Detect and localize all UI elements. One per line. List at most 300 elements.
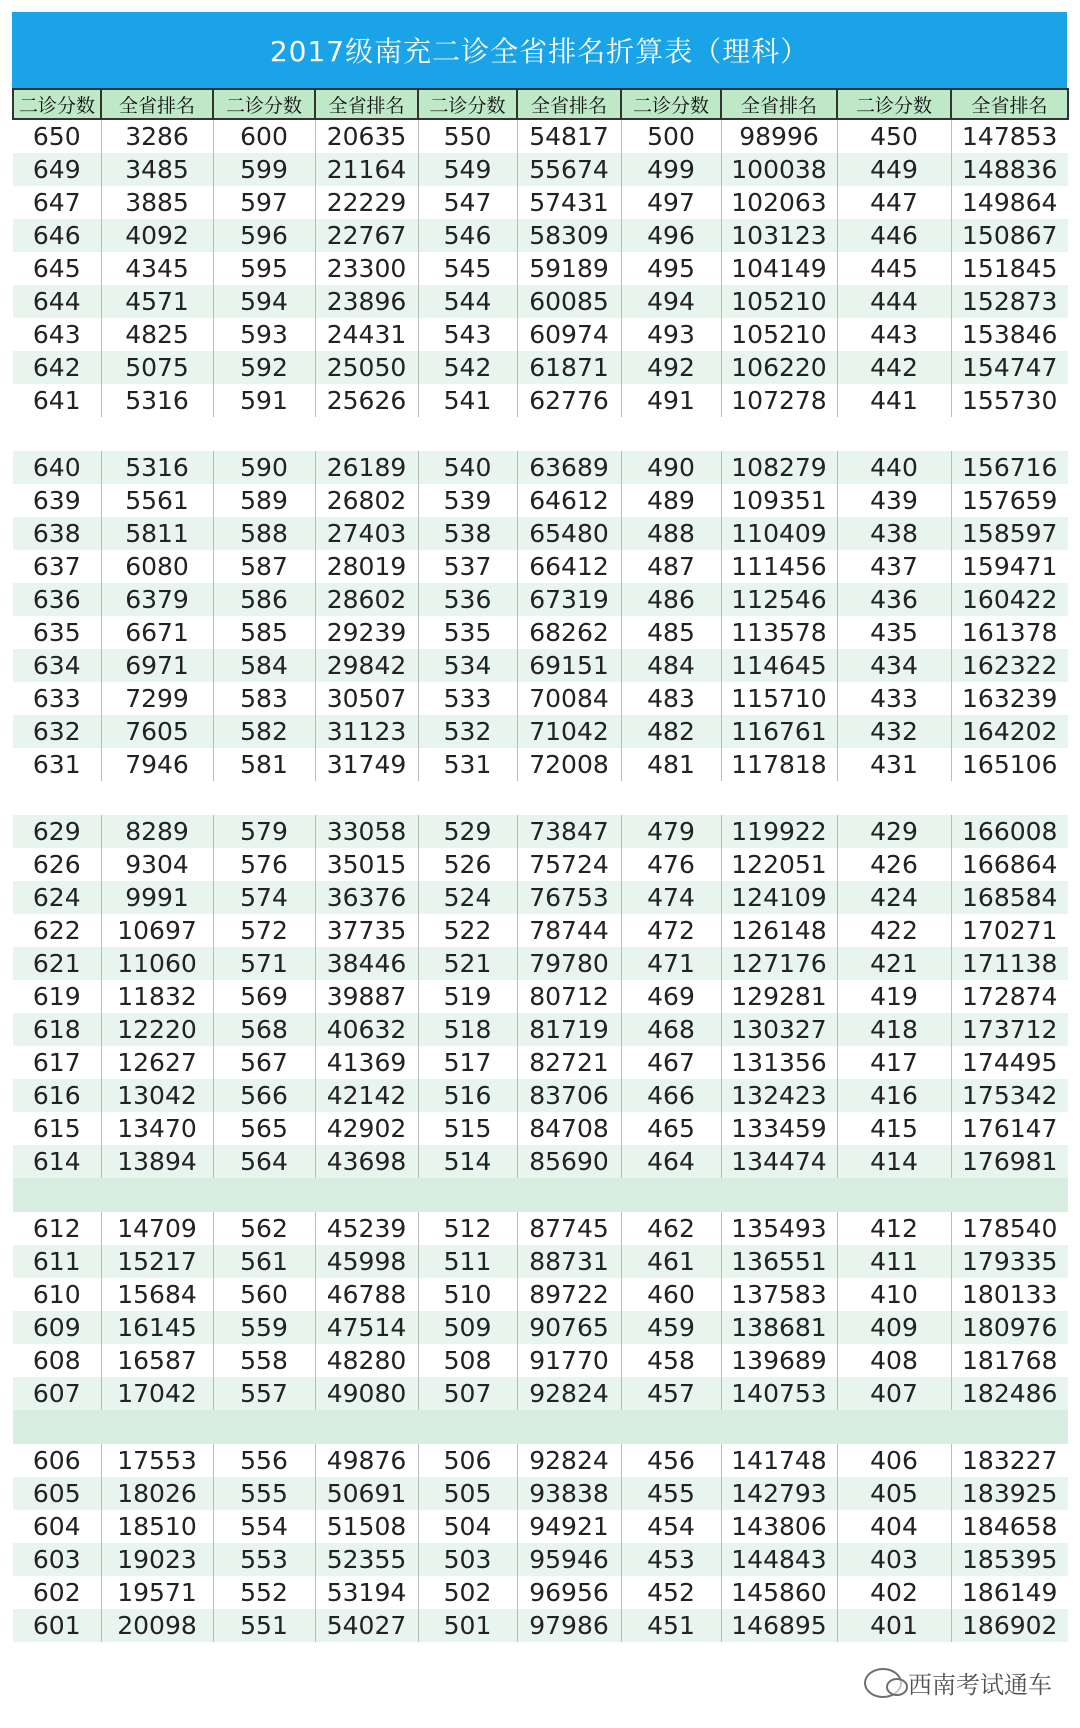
score-cell: 435 [837, 616, 951, 649]
score-cell: 505 [418, 1477, 517, 1510]
score-cell: 582 [213, 715, 315, 748]
score-cell: 639 [13, 484, 101, 517]
table-row [13, 1112, 1068, 1145]
score-cell: 436 [837, 583, 951, 616]
score-cell: 571 [213, 947, 315, 980]
score-cell: 509 [418, 1311, 517, 1344]
rank-cell: 182486 [951, 1377, 1068, 1410]
rank-cell: 47514 [315, 1311, 418, 1344]
rank-cell: 84708 [517, 1112, 621, 1145]
score-cell: 537 [418, 550, 517, 583]
score-cell: 588 [213, 517, 315, 550]
score-cell: 519 [418, 980, 517, 1013]
rank-cell: 20098 [101, 1609, 213, 1642]
rank-cell: 79780 [517, 947, 621, 980]
score-cell: 446 [837, 219, 951, 252]
rank-cell: 133459 [721, 1112, 837, 1145]
score-cell: 456 [621, 1444, 721, 1477]
rank-cell: 176147 [951, 1112, 1068, 1145]
score-cell: 646 [13, 219, 101, 252]
rank-cell: 4092 [101, 219, 213, 252]
rank-cell: 83706 [517, 1079, 621, 1112]
score-cell: 562 [213, 1212, 315, 1245]
rank-cell: 166864 [951, 848, 1068, 881]
rank-cell: 27403 [315, 517, 418, 550]
score-cell: 407 [837, 1377, 951, 1410]
rank-cell: 180976 [951, 1311, 1068, 1344]
spacer-cell [13, 417, 1068, 451]
rank-cell: 16587 [101, 1344, 213, 1377]
rank-cell: 97986 [517, 1609, 621, 1642]
rank-cell: 43698 [315, 1145, 418, 1178]
rank-cell: 109351 [721, 484, 837, 517]
rank-cell: 5316 [101, 451, 213, 484]
rank-cell: 19023 [101, 1543, 213, 1576]
table-row [13, 947, 1068, 980]
rank-cell: 65480 [517, 517, 621, 550]
rank-cell: 53194 [315, 1576, 418, 1609]
score-cell: 605 [13, 1477, 101, 1510]
score-cell: 497 [621, 186, 721, 219]
table-row [13, 351, 1068, 384]
table-row [13, 1477, 1068, 1510]
score-cell: 553 [213, 1543, 315, 1576]
score-cell: 485 [621, 616, 721, 649]
score-cell: 417 [837, 1046, 951, 1079]
rank-cell: 31749 [315, 748, 418, 781]
rank-cell: 85690 [517, 1145, 621, 1178]
rank-cell: 10697 [101, 914, 213, 947]
rank-cell: 39887 [315, 980, 418, 1013]
rank-cell: 122051 [721, 848, 837, 881]
score-cell: 512 [418, 1212, 517, 1245]
rank-cell: 54817 [517, 119, 621, 153]
rank-cell: 18026 [101, 1477, 213, 1510]
rank-cell: 5811 [101, 517, 213, 550]
rank-cell: 12220 [101, 1013, 213, 1046]
score-cell: 561 [213, 1245, 315, 1278]
rank-cell: 24431 [315, 318, 418, 351]
score-cell: 531 [418, 748, 517, 781]
page-title: 2017级南充二诊全省排名折算表（理科） [12, 12, 1067, 88]
score-cell: 589 [213, 484, 315, 517]
rank-cell: 23300 [315, 252, 418, 285]
rank-cell: 41369 [315, 1046, 418, 1079]
score-cell: 622 [13, 914, 101, 947]
rank-cell: 166008 [951, 815, 1068, 848]
rank-cell: 155730 [951, 384, 1068, 417]
score-cell: 468 [621, 1013, 721, 1046]
rank-cell: 105210 [721, 285, 837, 318]
score-cell: 424 [837, 881, 951, 914]
score-cell: 576 [213, 848, 315, 881]
table-row [13, 1212, 1068, 1245]
score-cell: 539 [418, 484, 517, 517]
score-cell: 504 [418, 1510, 517, 1543]
score-cell: 541 [418, 384, 517, 417]
score-cell: 601 [13, 1609, 101, 1642]
rank-cell: 171138 [951, 947, 1068, 980]
rank-cell: 130327 [721, 1013, 837, 1046]
rank-cell: 173712 [951, 1013, 1068, 1046]
score-cell: 412 [837, 1212, 951, 1245]
score-cell: 472 [621, 914, 721, 947]
score-cell: 590 [213, 451, 315, 484]
rank-cell: 164202 [951, 715, 1068, 748]
score-cell: 411 [837, 1245, 951, 1278]
score-cell: 647 [13, 186, 101, 219]
rank-cell: 134474 [721, 1145, 837, 1178]
score-cell: 460 [621, 1278, 721, 1311]
score-cell: 633 [13, 682, 101, 715]
table-row [13, 1344, 1068, 1377]
score-cell: 496 [621, 219, 721, 252]
score-cell: 469 [621, 980, 721, 1013]
table-row [13, 186, 1068, 219]
score-cell: 637 [13, 550, 101, 583]
score-cell: 585 [213, 616, 315, 649]
rank-cell: 108279 [721, 451, 837, 484]
table-row [13, 715, 1068, 748]
rank-cell: 80712 [517, 980, 621, 1013]
rank-cell: 151845 [951, 252, 1068, 285]
rank-cell: 131356 [721, 1046, 837, 1079]
score-cell: 606 [13, 1444, 101, 1477]
rank-cell: 12627 [101, 1046, 213, 1079]
rank-cell: 6971 [101, 649, 213, 682]
rank-cell: 62776 [517, 384, 621, 417]
score-cell: 581 [213, 748, 315, 781]
spacer-cell [13, 1178, 1068, 1212]
rank-cell: 13042 [101, 1079, 213, 1112]
score-cell: 405 [837, 1477, 951, 1510]
spacer-row [13, 781, 1068, 815]
rank-cell: 18510 [101, 1510, 213, 1543]
rank-cell: 186902 [951, 1609, 1068, 1642]
score-cell: 500 [621, 119, 721, 153]
score-cell: 616 [13, 1079, 101, 1112]
rank-cell: 186149 [951, 1576, 1068, 1609]
rank-table [12, 88, 1069, 1642]
score-cell: 418 [837, 1013, 951, 1046]
rank-cell: 7299 [101, 682, 213, 715]
score-cell: 455 [621, 1477, 721, 1510]
score-cell: 524 [418, 881, 517, 914]
score-cell: 572 [213, 914, 315, 947]
score-cell: 410 [837, 1278, 951, 1311]
rank-cell: 5316 [101, 384, 213, 417]
score-cell: 515 [418, 1112, 517, 1145]
column-header: 全省排名 [315, 89, 418, 119]
rank-cell: 17042 [101, 1377, 213, 1410]
rank-cell: 68262 [517, 616, 621, 649]
rank-cell: 21164 [315, 153, 418, 186]
rank-cell: 30507 [315, 682, 418, 715]
score-cell: 629 [13, 815, 101, 848]
score-cell: 462 [621, 1212, 721, 1245]
score-cell: 550 [418, 119, 517, 153]
score-cell: 479 [621, 815, 721, 848]
score-cell: 609 [13, 1311, 101, 1344]
score-cell: 459 [621, 1311, 721, 1344]
rank-cell: 181768 [951, 1344, 1068, 1377]
score-cell: 408 [837, 1344, 951, 1377]
score-cell: 414 [837, 1145, 951, 1178]
rank-cell: 111456 [721, 550, 837, 583]
rank-cell: 163239 [951, 682, 1068, 715]
rank-cell: 45998 [315, 1245, 418, 1278]
score-cell: 522 [418, 914, 517, 947]
rank-cell: 170271 [951, 914, 1068, 947]
score-cell: 612 [13, 1212, 101, 1245]
rank-cell: 149864 [951, 186, 1068, 219]
score-cell: 526 [418, 848, 517, 881]
rank-cell: 142793 [721, 1477, 837, 1510]
score-cell: 434 [837, 649, 951, 682]
score-cell: 503 [418, 1543, 517, 1576]
table-row [13, 1013, 1068, 1046]
column-header: 二诊分数 [418, 89, 517, 119]
score-cell: 514 [418, 1145, 517, 1178]
score-cell: 564 [213, 1145, 315, 1178]
score-cell: 409 [837, 1311, 951, 1344]
score-cell: 565 [213, 1112, 315, 1145]
score-cell: 422 [837, 914, 951, 947]
table-row [13, 252, 1068, 285]
rank-cell: 87745 [517, 1212, 621, 1245]
score-cell: 532 [418, 715, 517, 748]
rank-cell: 52355 [315, 1543, 418, 1576]
score-cell: 416 [837, 1079, 951, 1112]
rank-cell: 106220 [721, 351, 837, 384]
rank-cell: 90765 [517, 1311, 621, 1344]
score-cell: 518 [418, 1013, 517, 1046]
rank-cell: 137583 [721, 1278, 837, 1311]
rank-cell: 42902 [315, 1112, 418, 1145]
rank-cell: 29842 [315, 649, 418, 682]
score-cell: 610 [13, 1278, 101, 1311]
table-row [13, 1609, 1068, 1642]
score-cell: 540 [418, 451, 517, 484]
score-cell: 551 [213, 1609, 315, 1642]
score-cell: 641 [13, 384, 101, 417]
rank-cell: 143806 [721, 1510, 837, 1543]
score-cell: 421 [837, 947, 951, 980]
rank-cell: 26802 [315, 484, 418, 517]
watermark [864, 1665, 1052, 1700]
spacer-cell [13, 781, 1068, 815]
score-cell: 466 [621, 1079, 721, 1112]
watermark-text: 西南考试通车 [908, 1671, 1052, 1699]
score-cell: 602 [13, 1576, 101, 1609]
score-cell: 538 [418, 517, 517, 550]
score-cell: 566 [213, 1079, 315, 1112]
score-cell: 626 [13, 848, 101, 881]
score-cell: 592 [213, 351, 315, 384]
score-cell: 447 [837, 186, 951, 219]
score-cell: 493 [621, 318, 721, 351]
score-cell: 635 [13, 616, 101, 649]
rank-cell: 19571 [101, 1576, 213, 1609]
rank-cell: 9991 [101, 881, 213, 914]
score-cell: 559 [213, 1311, 315, 1344]
score-cell: 508 [418, 1344, 517, 1377]
table-body [13, 119, 1068, 1642]
rank-cell: 57431 [517, 186, 621, 219]
rank-cell: 103123 [721, 219, 837, 252]
rank-cell: 61871 [517, 351, 621, 384]
table-row [13, 748, 1068, 781]
score-cell: 453 [621, 1543, 721, 1576]
score-cell: 560 [213, 1278, 315, 1311]
rank-cell: 78744 [517, 914, 621, 947]
header-row [13, 89, 1068, 119]
rank-cell: 13894 [101, 1145, 213, 1178]
score-cell: 618 [13, 1013, 101, 1046]
score-cell: 465 [621, 1112, 721, 1145]
rank-cell: 116761 [721, 715, 837, 748]
rank-cell: 105210 [721, 318, 837, 351]
column-header: 全省排名 [101, 89, 213, 119]
table-row [13, 451, 1068, 484]
score-cell: 454 [621, 1510, 721, 1543]
score-cell: 471 [621, 947, 721, 980]
score-cell: 552 [213, 1576, 315, 1609]
score-cell: 643 [13, 318, 101, 351]
rank-cell: 75724 [517, 848, 621, 881]
score-cell: 481 [621, 748, 721, 781]
table-row [13, 583, 1068, 616]
rank-cell: 49876 [315, 1444, 418, 1477]
rank-cell: 15217 [101, 1245, 213, 1278]
column-header: 二诊分数 [13, 89, 101, 119]
rank-cell: 4825 [101, 318, 213, 351]
rank-cell: 127176 [721, 947, 837, 980]
rank-cell: 7946 [101, 748, 213, 781]
rank-cell: 168584 [951, 881, 1068, 914]
score-cell: 494 [621, 285, 721, 318]
rank-cell: 157659 [951, 484, 1068, 517]
rank-cell: 70084 [517, 682, 621, 715]
table-row [13, 848, 1068, 881]
score-cell: 403 [837, 1543, 951, 1576]
column-header: 全省排名 [951, 89, 1068, 119]
rank-cell: 95946 [517, 1543, 621, 1576]
score-cell: 593 [213, 318, 315, 351]
rank-cell: 63689 [517, 451, 621, 484]
score-cell: 632 [13, 715, 101, 748]
rank-cell: 36376 [315, 881, 418, 914]
score-cell: 452 [621, 1576, 721, 1609]
rank-cell: 126148 [721, 914, 837, 947]
score-cell: 507 [418, 1377, 517, 1410]
rank-cell: 119922 [721, 815, 837, 848]
rank-cell: 94921 [517, 1510, 621, 1543]
rank-cell: 38446 [315, 947, 418, 980]
score-cell: 431 [837, 748, 951, 781]
rank-cell: 17553 [101, 1444, 213, 1477]
score-cell: 583 [213, 682, 315, 715]
rank-cell: 152873 [951, 285, 1068, 318]
score-cell: 438 [837, 517, 951, 550]
score-cell: 608 [13, 1344, 101, 1377]
rank-cell: 13470 [101, 1112, 213, 1145]
score-cell: 439 [837, 484, 951, 517]
score-cell: 461 [621, 1245, 721, 1278]
rank-cell: 67319 [517, 583, 621, 616]
score-cell: 499 [621, 153, 721, 186]
rank-cell: 66412 [517, 550, 621, 583]
rank-cell: 23896 [315, 285, 418, 318]
rank-cell: 178540 [951, 1212, 1068, 1245]
score-cell: 492 [621, 351, 721, 384]
rank-cell: 145860 [721, 1576, 837, 1609]
table-row [13, 1576, 1068, 1609]
score-cell: 433 [837, 682, 951, 715]
score-cell: 506 [418, 1444, 517, 1477]
rank-cell: 91770 [517, 1344, 621, 1377]
score-cell: 546 [418, 219, 517, 252]
rank-cell: 76753 [517, 881, 621, 914]
rank-cell: 113578 [721, 616, 837, 649]
score-cell: 484 [621, 649, 721, 682]
score-cell: 534 [418, 649, 517, 682]
table-row [13, 1377, 1068, 1410]
score-cell: 597 [213, 186, 315, 219]
rank-cell: 9304 [101, 848, 213, 881]
rank-cell: 184658 [951, 1510, 1068, 1543]
rank-cell: 25050 [315, 351, 418, 384]
score-cell: 533 [418, 682, 517, 715]
score-cell: 489 [621, 484, 721, 517]
rank-cell: 153846 [951, 318, 1068, 351]
table-row [13, 1311, 1068, 1344]
rank-cell: 7605 [101, 715, 213, 748]
rank-cell: 129281 [721, 980, 837, 1013]
rank-cell: 172874 [951, 980, 1068, 1013]
rank-cell: 147853 [951, 119, 1068, 153]
score-cell: 536 [418, 583, 517, 616]
score-cell: 445 [837, 252, 951, 285]
score-cell: 649 [13, 153, 101, 186]
rank-cell: 139689 [721, 1344, 837, 1377]
score-cell: 426 [837, 848, 951, 881]
rank-cell: 185395 [951, 1543, 1068, 1576]
score-cell: 615 [13, 1112, 101, 1145]
rank-cell: 4571 [101, 285, 213, 318]
score-cell: 516 [418, 1079, 517, 1112]
score-cell: 624 [13, 881, 101, 914]
rank-cell: 11060 [101, 947, 213, 980]
table-row [13, 815, 1068, 848]
rank-cell: 45239 [315, 1212, 418, 1245]
rank-cell: 158597 [951, 517, 1068, 550]
column-header: 全省排名 [721, 89, 837, 119]
score-cell: 451 [621, 1609, 721, 1642]
rank-cell: 135493 [721, 1212, 837, 1245]
rank-cell: 92824 [517, 1377, 621, 1410]
rank-cell: 89722 [517, 1278, 621, 1311]
score-cell: 443 [837, 318, 951, 351]
score-cell: 636 [13, 583, 101, 616]
score-cell: 401 [837, 1609, 951, 1642]
rank-cell: 183925 [951, 1477, 1068, 1510]
score-cell: 544 [418, 285, 517, 318]
rank-cell: 55674 [517, 153, 621, 186]
score-cell: 404 [837, 1510, 951, 1543]
rank-cell: 60085 [517, 285, 621, 318]
score-cell: 490 [621, 451, 721, 484]
